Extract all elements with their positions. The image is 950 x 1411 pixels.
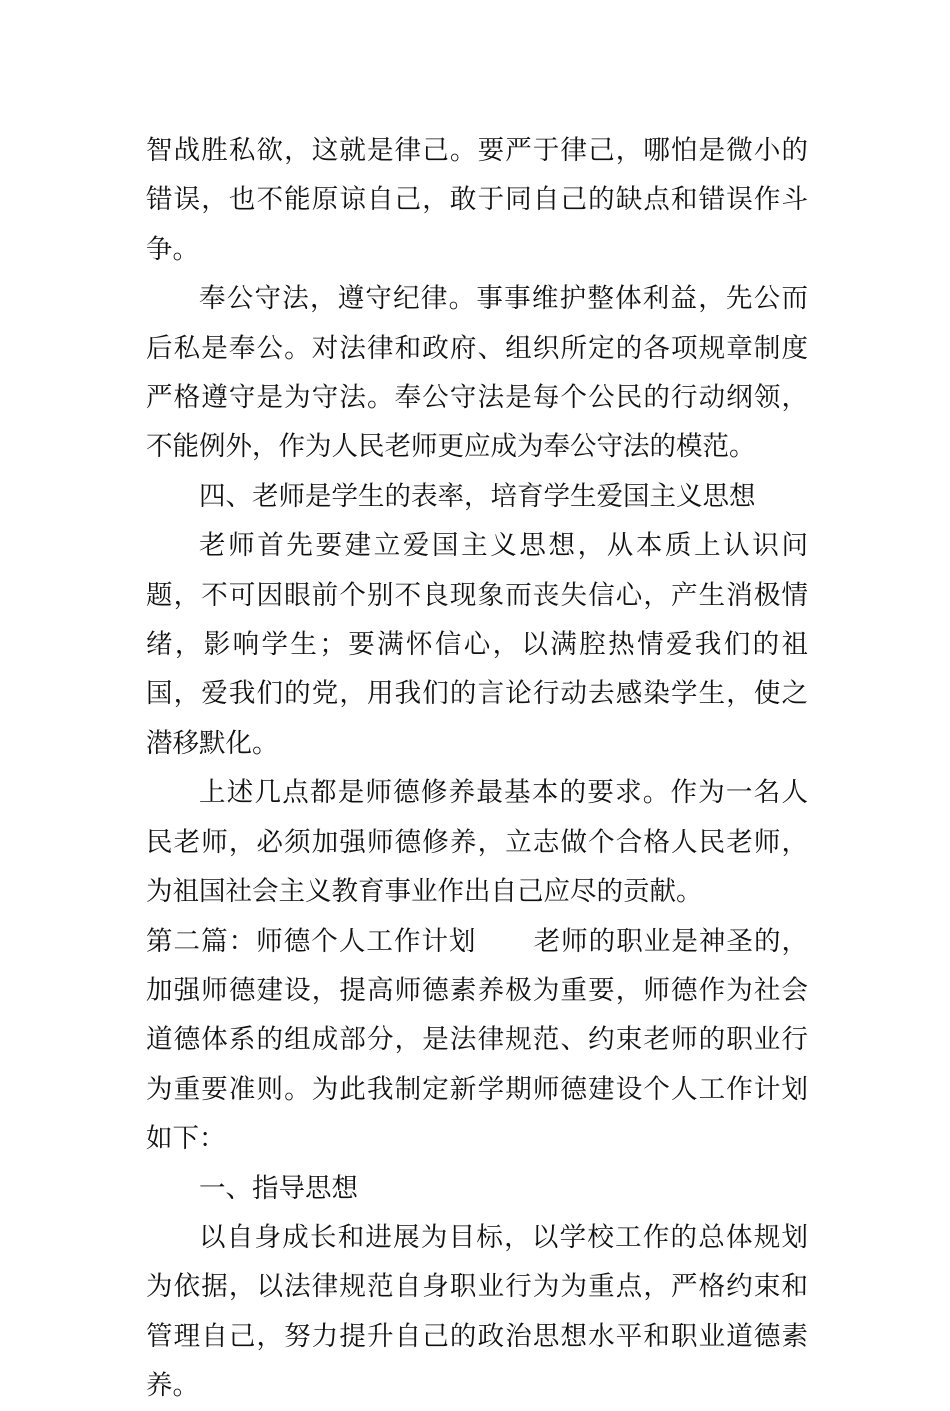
paragraph-guiding-thought: 以自身成长和进展为目标，以学校工作的总体规划为依据，以法律规范自身职业行为为重点，严格约束和管理自己，努力提升自己的政治思想水平和职业道德素养。 [146, 1221, 808, 1402]
paragraph-self-discipline: 智战胜私欲，这就是律己。要严于律己，哪怕是微小的错误，也不能原谅自己，敢于同自己的缺点和错误作斗争。 [146, 135, 808, 265]
heading-guiding-thought: 一、指导思想 [199, 1172, 358, 1204]
paragraph-summary: 上述几点都是师德修养最基本的要求。作为一名人民老师，必须加强师德修养，立志做个合格人民老师，为祖国社会主义教育事业作出自己应尽的贡献。 [146, 777, 808, 908]
section-two-paragraph [146, 917, 808, 1164]
section-intro: 老师的职业是神圣的，加强师德建设，提高师德素养极为重要，师德作为社会道德体系的组成部分，是法律规范、约束老师的职业行为重要准则。为此我制定新学期师德建设个人工作计划如下： [146, 925, 809, 1155]
section-title: 第二篇：师德个人工作计划 [146, 925, 477, 957]
heading-teacher-role-model: 四、老师是学生的表率，培育学生爱国主义思想 [199, 480, 756, 512]
document-body [146, 126, 808, 1411]
paragraph-patriotism: 老师首先要建立爱国主义思想，从本质上认识问题，不可因眼前个别不良现象而丧失信心，产生消极情绪，影响学生；要满怀信心，以满腔热情爱我们的祖国，爱我们的党，用我们的言论行动去感染学生，使之潜移默化。 [146, 530, 808, 759]
paragraph-law-abiding: 奉公守法，遵守纪律。事事维护整体利益，先公而后私是奉公。对法律和政府、组织所定的各项规章制度严格遵守是为守法。奉公守法是每个公民的行动纲领，不能例外，作为人民老师更应成为奉公守法的模范。 [146, 283, 808, 463]
